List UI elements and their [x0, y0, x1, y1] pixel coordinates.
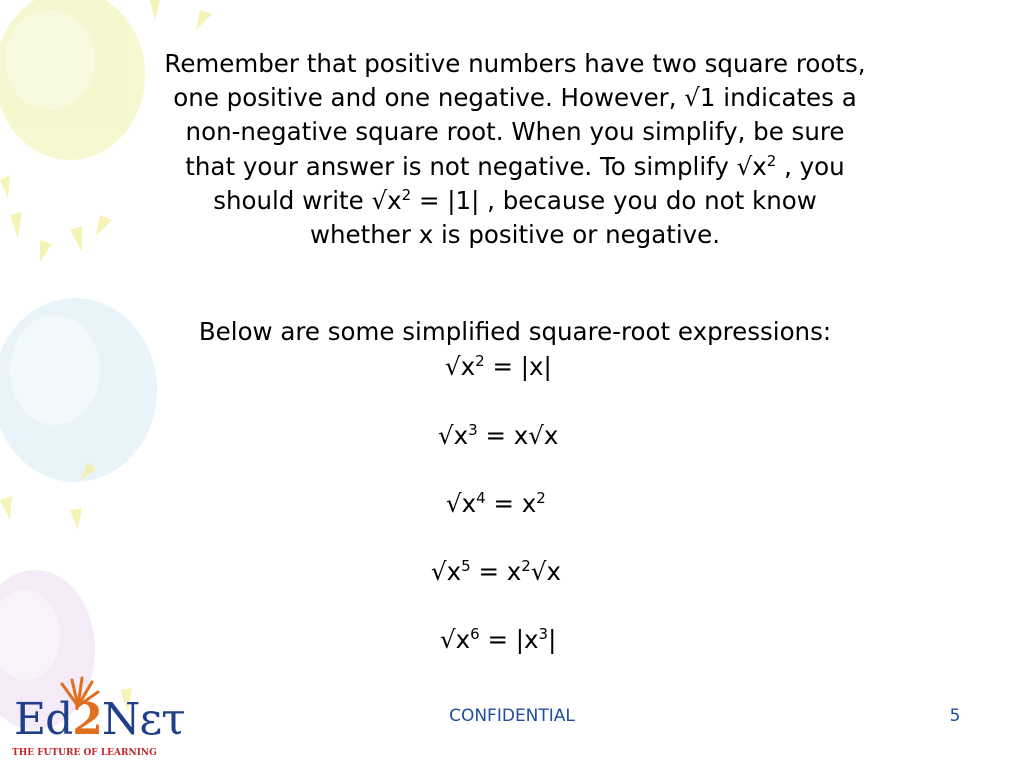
- logo-tagline: THE FUTURE OF LEARNING: [12, 748, 157, 758]
- logo-word-two: 2: [72, 694, 102, 745]
- expression-x3: [438, 421, 558, 451]
- expr-4-exp: 5: [461, 557, 471, 575]
- expr-3-exp: 4: [476, 489, 486, 507]
- intro-paragraph: [100, 47, 930, 252]
- footer-confidential: CONFIDENTIAL: [449, 706, 575, 726]
- expression-x2: [445, 352, 552, 382]
- expr-1-exp: 2: [475, 352, 485, 370]
- page-number: 5: [949, 706, 961, 726]
- logo-wordmark: [14, 696, 185, 744]
- intro-line-5-a: should write √x: [213, 185, 402, 215]
- intro-line-4-sup: 2: [766, 151, 777, 170]
- intro-line-4: [100, 150, 930, 184]
- expr-4-result-exp: 2: [521, 557, 531, 575]
- intro-line-5-b: = |1| , because you do not know: [411, 185, 817, 215]
- expr-2-result: = x√x: [477, 421, 559, 450]
- intro-line-4-a: that your answer is not negative. To simplify √x: [185, 151, 767, 181]
- expr-4-result-root: √x: [530, 557, 561, 586]
- expr-5-result: = |x: [479, 625, 539, 654]
- expr-1-base: √x: [445, 352, 476, 381]
- intro-line-2: one positive and one negative. However, √1 indicates a: [173, 83, 857, 113]
- ed2net-logo: [10, 676, 185, 764]
- expression-x5: [431, 557, 561, 587]
- expr-5-result-exp: 3: [538, 625, 549, 643]
- expr-4-base: √x: [431, 557, 462, 586]
- intro-line-6: whether x is positive or negative.: [309, 220, 721, 250]
- intro-line-3: non-negative square root. When you simplify, be sure: [185, 117, 845, 147]
- expr-3-result: = x: [485, 489, 537, 518]
- intro-line-1: Remember that positive numbers have two square roots,: [164, 49, 866, 78]
- expr-3-base: √x: [446, 489, 477, 518]
- expressions-heading: Below are some simplified square-root expressions:: [198, 317, 832, 346]
- logo-word-net: Nετ: [101, 694, 185, 745]
- expr-5-base: √x: [440, 625, 471, 654]
- expr-1-result: = |x|: [484, 352, 552, 381]
- expr-2-exp: 3: [468, 421, 478, 439]
- expression-x4: [446, 489, 546, 519]
- expr-3-result-exp: 2: [536, 489, 546, 507]
- expr-5-exp: 6: [470, 625, 480, 643]
- expression-x6: [440, 625, 556, 655]
- intro-line-5: [100, 184, 930, 218]
- expr-4-result: = x: [470, 557, 522, 586]
- expr-2-base: √x: [438, 421, 469, 450]
- intro-line-4-b: , you: [776, 151, 845, 181]
- expr-5-result-bar: |: [548, 625, 557, 654]
- logo-word-ed: Ed: [14, 694, 73, 745]
- intro-line-5-sup: 2: [401, 185, 412, 204]
